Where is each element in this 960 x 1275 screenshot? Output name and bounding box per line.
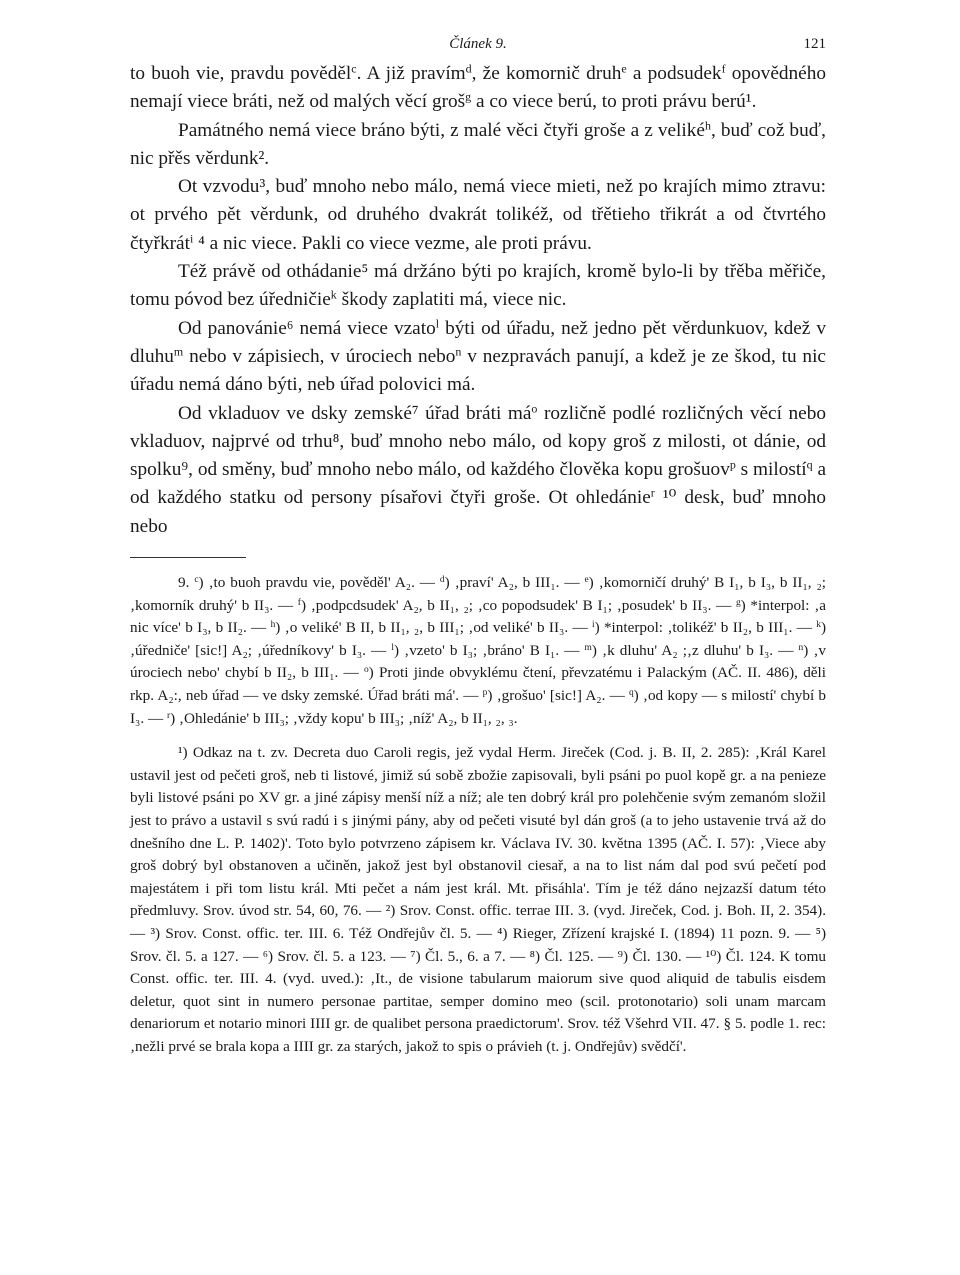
main-text [130,60,826,541]
page-number: 121 [803,36,826,52]
main-paragraph: Památného nemá viece bráno býti, z malé věci čtyři groše a z veliké$^h$, buď což buď, nic přěs věrdunk². [130,118,826,169]
critical-apparatus [130,572,826,730]
footnotes-text: ¹) Odkaz na t. zv. Decreta duo Caroli regis, jež vydal Herm. Jireček (Cod. j. B. II, 2. 285): ‚Král Karel ustavil jest od pečeti groš, neb ti listové, jimiž sú sobě zbožie zapisovali, byli psáni po puol kopě gr. a na penieze byli listové psáni po XV gr. a jiné zápisy menší níž a níž; ale ten dobrý král pro polehčenie svým zemanóm složil jest to právo a ustavil s svú radú i s jinými pány, aby od pečeti visuté byl dán groš (a to jeho ustavenie trvá až do dnešního dne L. P. 1402)'. Toto bylo potvrzeno zápisem kr. Václava IV. 30. května 1395 (AČ. I. 57): ‚Viece aby groš dobrý byl obstanoven a učiněn, jakož jest byl obstanovil ciesař, a na to list nám dal pod svú pečetí pod majestátem i při tom listu král. Mti pečet a nám jest král. Mt. přisáhla'. Tím je též dáno nejzazší datum této předmluvy. Srov. úvod str. 54, 60, 76. — ²) Srov. Const. offic. terrae III. 3. (vyd. Jireček, Cod. j. Boh. II, 2. 354). — ³) Srov. Const. offic. ter. III. 6. Též Ondřejův čl. 5. — ⁴) Rieger, Zřízení krajské I. (1894) 11 pozn. 9. — ⁵) Srov. čl. 5. a 127. — ⁶) Srov. čl. 5. a 123. — ⁷) Čl. 5., 6. a 7. — ⁸) Čl. 125. — ⁹) Čl. 130. — ¹⁰) Čl. 124. K tomu Const. offic. ter. III. 4. (vyd. uved.): ‚It., de visione tabularum maiorum sive quod aliquid de tabulis eisdem deletur, quot sint in numero personae partitae, semper domino meo (scil. protonotario) soli unam marcam denariorum et notario minori IIII gr. de qualibet persona praedictorum'. Srov. též Všehrd VII. 47. § 5. podle 1. rec: ‚nežli prvé se brala kopa a IIII gr. za starých, jakož to spis o právieh (t. j. Ondřejův) svědčí'. [130,744,826,1055]
main-paragraph: Též právě od othádanie⁵ má držáno býti po krajích, kromě bylo-li by třěba měřiče, tomu póvod bez úředničie$^k$ škody zaplatiti má, viece nic. [130,261,826,311]
main-paragraph: Od vkladuov ve dsky zemské⁷ úřad bráti $má^o$ rozličně podlé rozličných věcí nebo vkladuov, najprvé od trhu⁸, buď mnoho nebo málo, od kopy groš z milosti, ot dánie, od spolku⁹, od směny, buď mnoho nebo málo, od každého člověka kopu grošuov$^p$ s milostí$^q$ a od každého statku od persony písařovi čtyři groše. Ot ohledánie$^r$ ¹⁰ desk, buď mnoho nebo [130,400,827,537]
main-paragraph: Od panovánie⁶ nemá viece vzato$^l$ býti od úřadu, než jedno pět věrdunkuov, kdež v dluhu$^m$ nebo v zápisiech, v úrociech nebo$^n$ v nezpravách panují, a kdež je ze škod, tu nic úřadu nemá dáno býti, neb úřad polovici má. [130,316,826,396]
apparatus-text: 9. $^c$) ‚to buoh pravdu vie, pověděl' A₂. — $^d$) ‚praví' A₂, b III₁. — $^e$) ‚komorničí druhý' B I₁, b I₃, b II₁, ₂; ‚komorník druhý' b II₃. — $^f$) ‚podpcdsudek' A₂, b II₁, ₂; ‚co popodsudek' B I₁; ‚posudek' b II₃. — $^g$) *interpol: ‚a nic více' b I₃, b II₂. — $^h$) ‚o veliké' B II, b II₁, ₂, b III₁; ‚od veliké' b II₃. — $^i$) *interpol: ‚tolikéž' b II₂, b III₁. — $^k$) ‚úředniče' [sic!] A₂; ‚úředníkovy' b I₃. — $^l$) ‚vzeto' b I₃; ‚bráno' B I₁. — $^m$) ‚k dluhu' A₂ ;‚z dluhu' b I₃. — $^n$) ‚v úrociech nebo' chybí b II₂, b III₁. — $^o$) Proti jinde obvyklému čtení, převzatému i Palackým (AČ. II. 486), děli rkp. A₂:, neb úřad — ve dsky zemské. Úřad bráti má'. — $^p$) ‚grošuo' [sic!] A₂. — $^q$) ‚od kopy — s milostí' chybí b I₃. — $^r$) ‚Ohledánie' b III₃; ‚vždy kopu' b III₃; ‚níž' A₂, b II₁, ₂, ₃. [130,574,827,727]
page [130,30,826,1059]
running-title: Článek 9. [449,36,507,52]
footnote-divider [130,557,246,558]
page-header [130,30,826,60]
main-paragraph: to buoh vie, pravdu pověděl$^c$. A již pravím$^d$, že komornič druh$^e$ a podsudek$^f$ opovědného nemají viece bráti, než od malých věcí groš$^g$ a co viece berú, to proti právu berú¹. [130,61,826,113]
main-paragraph: Ot vzvodu³, buď mnoho nebo málo, nemá viece mieti, než po krajích mimo ztravu: ot prvého pět věrdunk, od druhého dvakrát tolikéž, od třětieho třikrát a od čtvrtého čtyřkrát$^i$ ⁴ a nic viece. Pakli co viece vezme, ale proti právu. [130,176,826,254]
footnotes [130,742,826,1058]
